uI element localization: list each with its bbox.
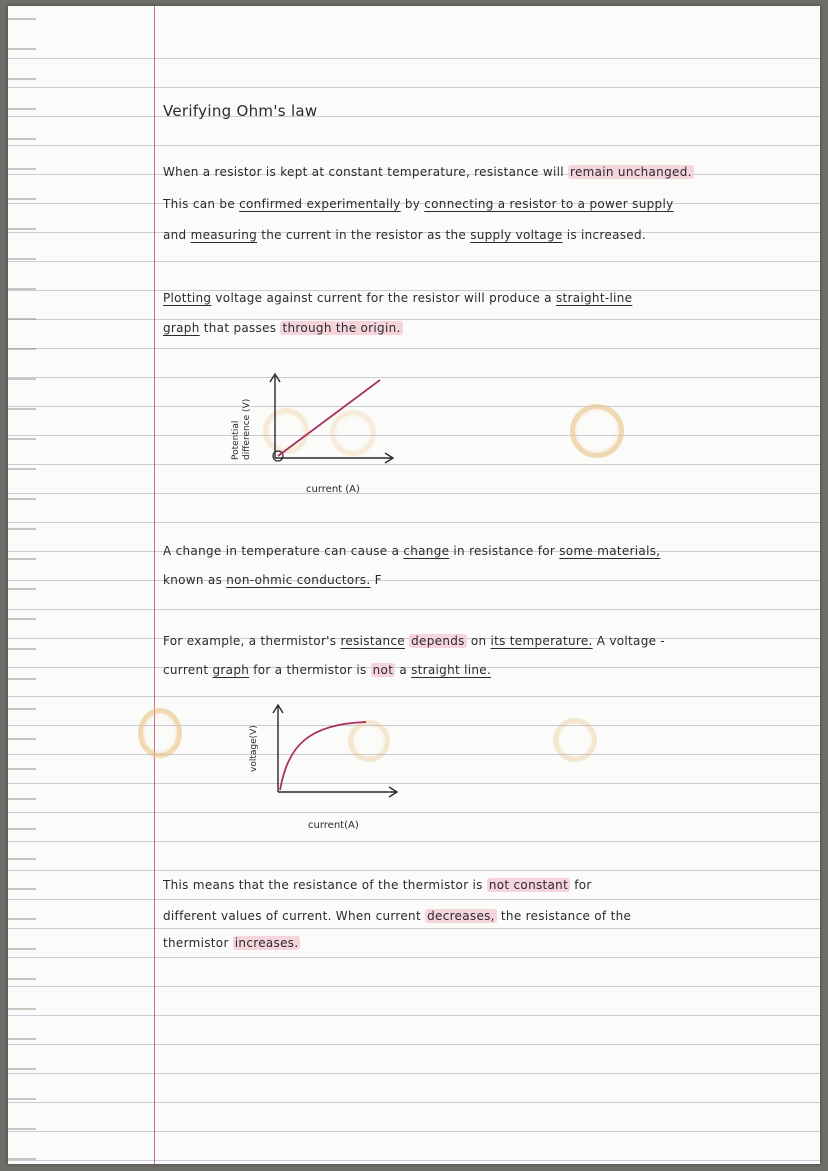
paragraph-1-line-1: When a resistor is kept at constant temperature, resistance will remain unchanged. [163, 165, 692, 179]
paragraph-1-line-2: This can be confirmed experimentally by connecting a resistor to a power supply [163, 197, 674, 211]
highlight-through-origin: through the origin. [282, 321, 401, 335]
paragraph-4-line-1: For example, a thermistor's resistance depends on its temperature. A voltage - [163, 634, 666, 648]
highlight-depends: depends [411, 634, 465, 648]
graph2-ylabel: voltage(V) [249, 725, 259, 772]
paragraph-5-line-3: thermistor increases. [163, 936, 299, 950]
stain-4 [138, 708, 182, 758]
stain-6 [553, 718, 597, 762]
highlight-increases: increases. [234, 936, 299, 950]
notebook-page [8, 6, 820, 1164]
paragraph-2-line-1: Plotting voltage against current for the resistor will produce a straight-line [163, 291, 633, 305]
paragraph-3-line-1: A change in temperature can cause a change in resistance for some materials, [163, 544, 661, 558]
ohmic-graph [220, 362, 410, 502]
graph1-xlabel: current (A) [306, 484, 360, 495]
stain-1 [570, 404, 624, 458]
margin-line [154, 6, 155, 1164]
graph1-ylabel-2: difference (V) [242, 398, 252, 460]
graph1-data-line [278, 380, 380, 456]
paragraph-5-line-2: different values of current. When current decreases, the resistance of the [163, 909, 632, 923]
graph1-ylabel-1: Potential [231, 420, 241, 460]
thermistor-graph [228, 696, 408, 836]
highlight-not: not [372, 663, 394, 677]
paragraph-4-line-2: current graph for a thermistor is not a straight line. [163, 663, 492, 677]
paragraph-2-line-2: graph that passes through the origin. [163, 321, 401, 335]
page-title: Verifying Ohm's law [163, 102, 318, 120]
paragraph-5-line-1: This means that the resistance of the thermistor is not constant for [163, 878, 592, 892]
paragraph-3-line-2: known as non-ohmic conductors. F [163, 573, 382, 587]
highlight-decreases: decreases, [427, 909, 495, 923]
binder-holes [8, 6, 36, 1164]
highlight-remain-unchanged: remain unchanged. [569, 165, 692, 179]
graph2-data-curve [280, 722, 366, 790]
highlight-not-constant: not constant [488, 878, 569, 892]
paragraph-1-line-3: and measuring the current in the resistor as the supply voltage is increased. [163, 228, 647, 242]
graph2-xlabel: current(A) [308, 820, 359, 831]
